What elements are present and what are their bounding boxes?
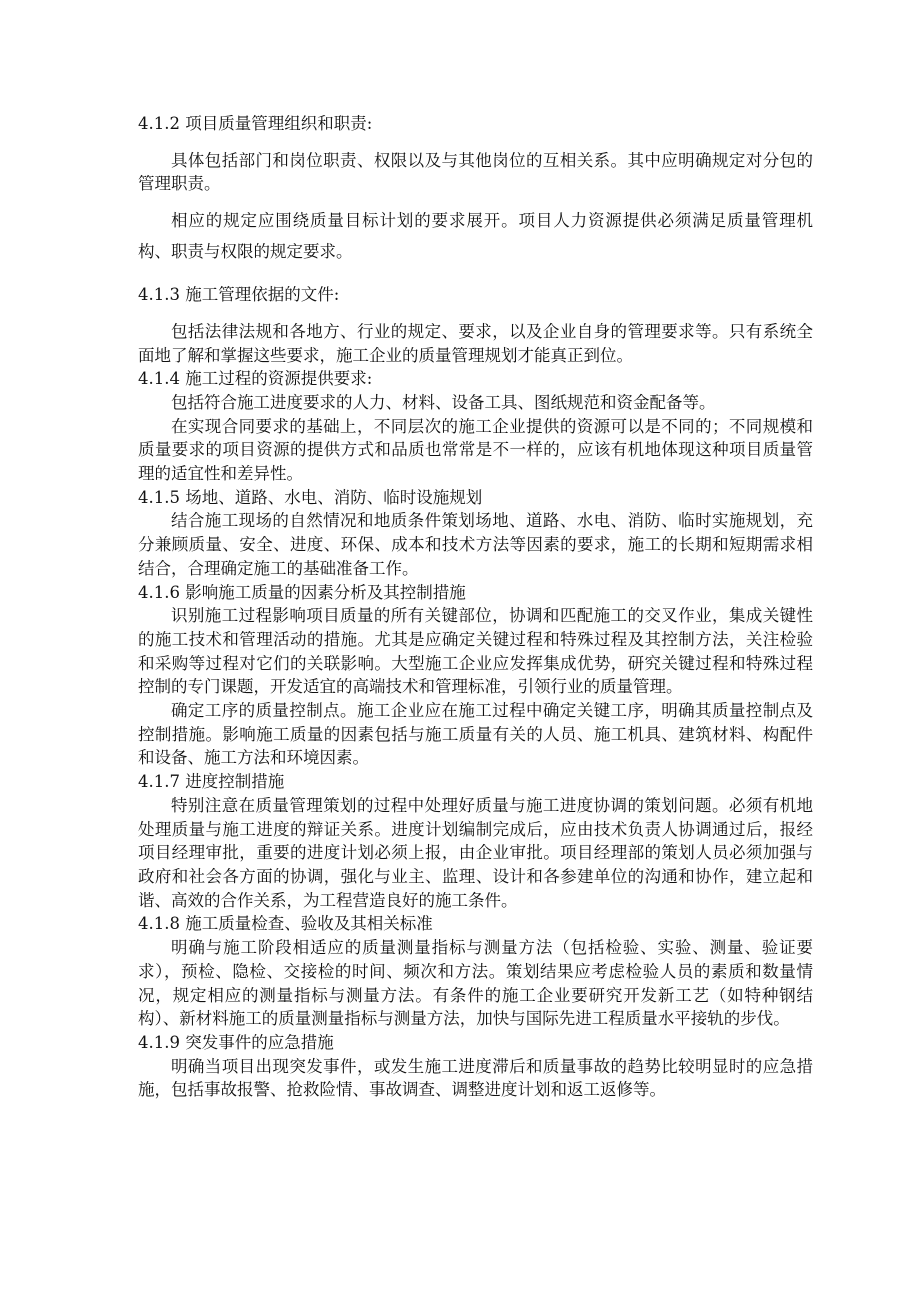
document-page — [138, 112, 813, 1102]
section-paragraph: 包括法律法规和各地方、行业的规定、要求，以及企业自身的管理要求等。只有系统全面地了解和掌握这些要求，施工企业的质量管理规划才能真正到位。 — [138, 321, 813, 365]
section-heading-4-1-6: 4.1.6 影响施工质量的因素分析及其控制措施 — [138, 582, 466, 602]
section-paragraph: 包括符合施工进度要求的人力、材料、设备工具、图纸规范和资金配备等。 — [171, 392, 716, 412]
section-heading-4-1-9: 4.1.9 突发事件的应急措施 — [138, 1032, 334, 1052]
section-heading-4-1-2: 4.1.2 项目质量管理组织和职责: — [138, 114, 373, 133]
section-heading-4-1-4: 4.1.4 施工过程的资源提供要求: — [138, 369, 373, 389]
section-paragraph: 明确与施工阶段相适应的质量测量指标与测量方法（包括检验、实验、测量、验证要求），预检、隐检、交接检的时间、频次和方法。策划结果应考虑检验人员的素质和数量情况，规定相应的测量指标与测量方法。有条件的施工企业要研究开发新工艺（如特种钢结构）、新材料施工的质量测量指标与测量方法，加快与国际先进工程质量水平接轨的步伐。 — [138, 938, 813, 1029]
section-paragraph: 特别注意在质量管理策划的过程中处理好质量与施工进度协调的策划问题。必须有机地处理质量与施工进度的辩证关系。进度计划编制完成后，应由技术负责人协调通过后，报经项目经理审批，重要的进度计划必须上报，由企业审批。项目经理部的策划人员必须加强与政府和社会各方面的协调，强化与业主、监理、设计和各参建单位的沟通和协作，建立起和谐、高效的合作关系，为工程营造良好的施工条件。 — [138, 795, 813, 910]
section-heading-4-1-8: 4.1.8 施工质量检查、验收及其相关标准 — [138, 914, 433, 934]
section-paragraph: 确定工序的质量控制点。施工企业应在施工过程中确定关键工序，明确其质量控制点及控制措施。影响施工质量的因素包括与施工质量有关的人员、施工机具、建筑材料、构配件和设备、施工方法和环境因素。 — [138, 701, 813, 768]
section-paragraph: 在实现合同要求的基础上，不同层次的施工企业提供的资源可以是不同的；不同规模和质量要求的项目资源的提供方式和品质也常常是不一样的，应该有机地体现这种项目质量管理的适宜性和差异性。 — [138, 416, 813, 484]
section-paragraph: 结合施工现场的自然情况和地质条件策划场地、道路、水电、消防、临时实施规划，充分兼顾质量、安全、进度、环保、成本和技术方法等因素的要求，施工的长期和短期需求相结合，合理确定施工的基础准备工作。 — [138, 511, 813, 578]
section-paragraph: 识别施工过程影响项目质量的所有关键部位，协调和匹配施工的交叉作业，集成关键性的施工技术和管理活动的措施。尤其是应确定关键过程和特殊过程及其控制方法，关注检验和采购等过程对它们的关联影响。大型施工企业应发挥集成优势，研究关键过程和特殊过程控制的专门课题，开发适宜的高端技术和管理标准，引领行业的质量管理。 — [138, 606, 813, 697]
section-paragraph: 具体包括部门和岗位职责、权限以及与其他岗位的互相关系。其中应明确规定对分包的管理职责。 — [138, 150, 813, 194]
section-paragraph: 明确当项目出现突发事件，或发生施工进度滞后和质量事故的趋势比较明显时的应急措施，包括事故报警、抢救险情、事故调查、调整进度计划和返工返修等。 — [138, 1056, 813, 1100]
section-paragraph: 相应的规定应围绕质量目标计划的要求展开。项目人力资源提供必须满足质量管理机构、职责与权限的规定要求。 — [138, 211, 813, 262]
section-heading-4-1-3: 4.1.3 施工管理依据的文件: — [138, 285, 340, 305]
section-heading-4-1-7: 4.1.7 进度控制措施 — [138, 772, 285, 792]
section-heading-4-1-5: 4.1.5 场地、道路、水电、消防、临时设施规划 — [138, 487, 483, 507]
